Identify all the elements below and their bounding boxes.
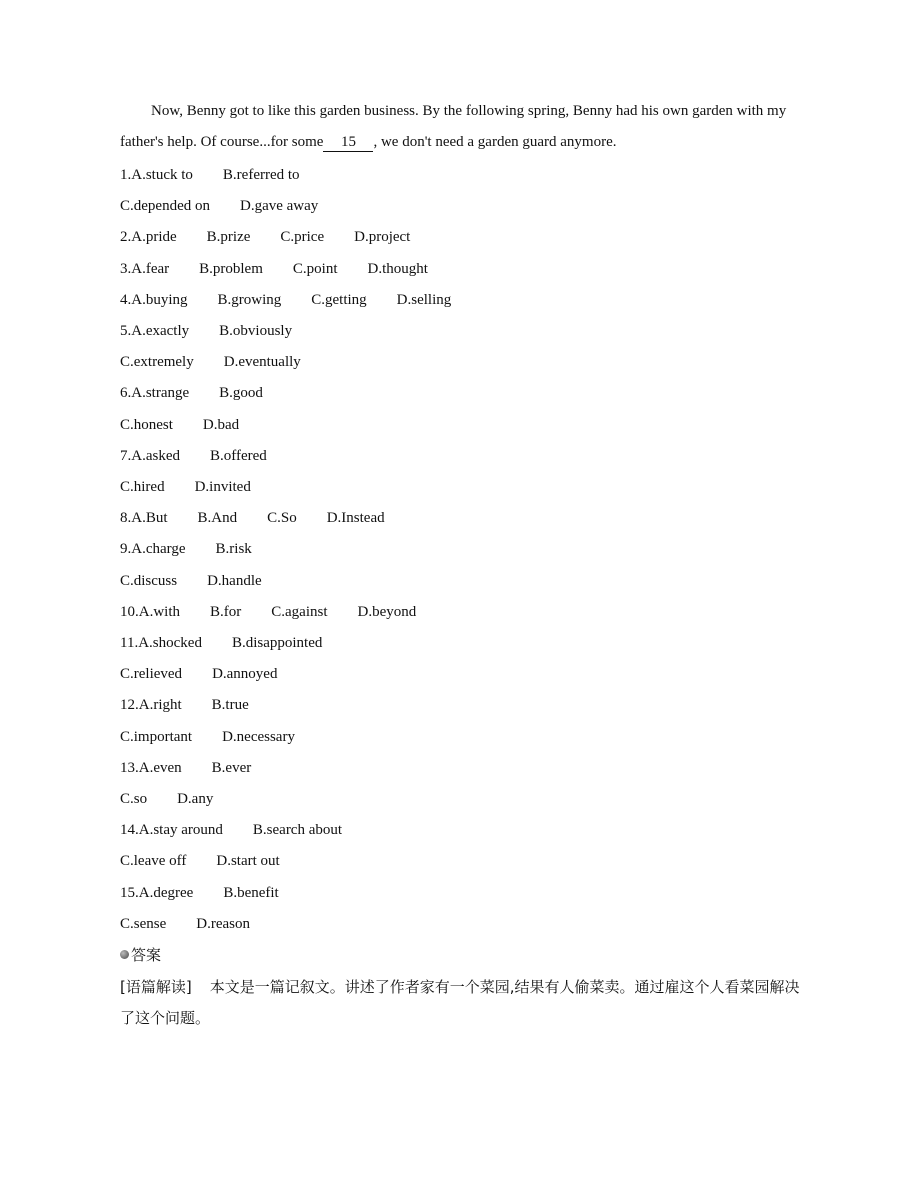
option-a: A.asked [131,448,180,464]
question-number: 9. [120,541,132,557]
question-number: 5. [120,323,132,339]
question-number: 2. [120,229,132,245]
question-number: 10. [120,604,139,620]
question-9-line-1 [120,537,252,561]
question-4-line-1 [120,288,451,312]
option-d: D.beyond [357,604,417,620]
option-b: B.ever [211,760,252,776]
question-1-line-2 [120,194,318,218]
question-number: 13. [120,760,139,776]
passage-text-after: , we don't need a garden guard anymore. [373,134,617,150]
option-a: A.strange [131,385,190,401]
question-5-line-1 [120,319,292,343]
option-a: A.fear [131,261,170,277]
option-c: C.so [120,791,148,807]
option-b: B.disappointed [231,635,323,651]
question-9-line-2 [120,569,262,593]
question-2-line-1 [120,225,410,249]
option-c: C.leave off [120,853,187,869]
question-7-line-1 [120,444,267,468]
option-b: B.obviously [219,323,293,339]
option-b: B.true [211,697,249,713]
option-a: A.charge [131,541,186,557]
question-number: 8. [120,510,132,526]
question-14-line-1 [120,818,342,842]
question-number: 3. [120,261,132,277]
option-b: B.for [210,604,242,620]
analysis-paragraph [120,972,800,1034]
question-number: 14. [120,822,139,838]
question-13-line-2 [120,787,213,811]
question-number: 4. [120,292,132,308]
option-b: B.And [197,510,238,526]
question-15-line-1 [120,881,279,905]
option-d: D.gave away [239,198,319,214]
question-12-line-2 [120,725,295,749]
option-d: D.selling [396,292,452,308]
question-number: 15. [120,885,139,901]
option-d: D.start out [216,853,280,869]
option-c: C.hired [120,479,165,495]
option-d: D.eventually [223,354,301,370]
option-b: B.benefit [223,885,279,901]
option-c: C.So [267,510,297,526]
answer-heading-label: 答案 [131,946,162,964]
option-c: C.depended on [120,198,210,214]
question-number: 6. [120,385,132,401]
option-a: A.degree [138,885,194,901]
question-13-line-1 [120,756,251,780]
option-c: C.relieved [120,666,183,682]
option-b: B.search about [252,822,343,838]
question-10-line-1 [120,600,416,624]
option-b: B.good [219,385,263,401]
question-11-line-2 [120,662,277,686]
option-c: C.sense [120,916,167,932]
option-b: B.prize [206,229,251,245]
answer-heading [120,943,161,967]
option-d: D.handle [207,573,262,589]
option-c: C.discuss [120,573,178,589]
option-a: A.But [131,510,168,526]
question-7-line-2 [120,475,251,499]
option-c: C.point [292,261,338,277]
option-d: D.invited [194,479,251,495]
blank-15: 15 [323,133,373,152]
option-b: B.risk [215,541,252,557]
question-number: 7. [120,448,132,464]
question-1-line-1 [120,163,300,187]
option-c: C.honest [120,417,173,433]
analysis-text: 本文是一篇记叙文。讲述了作者家有一个菜园,结果有人偷菜卖。通过雇这个人看菜园解决了这个问题。 [120,978,800,1027]
analysis-tag: [语篇解读] [120,978,192,996]
question-15-line-2 [120,912,250,936]
question-14-line-2 [120,849,280,873]
option-d: D.Instead [326,510,385,526]
option-a: A.buying [131,292,188,308]
option-d: D.reason [196,916,250,932]
option-c: C.against [271,604,328,620]
passage-paragraph [120,96,800,158]
option-a: A.pride [131,229,177,245]
option-a: A.exactly [131,323,190,339]
question-6-line-1 [120,381,263,405]
option-d: D.annoyed [212,666,278,682]
option-c: C.important [120,729,193,745]
option-a: A.right [138,697,182,713]
option-c: C.extremely [120,354,194,370]
question-3-line-1 [120,257,428,281]
question-8-line-1 [120,506,385,530]
option-b: B.problem [199,261,263,277]
option-a: A.shocked [138,635,202,651]
question-number: 12. [120,697,139,713]
option-a: A.even [138,760,182,776]
question-5-line-2 [120,350,301,374]
option-a: A.stay around [138,822,223,838]
option-d: D.project [354,229,411,245]
option-a: A.with [138,604,180,620]
question-6-line-2 [120,413,239,437]
option-b: B.offered [210,448,267,464]
question-12-line-1 [120,693,249,717]
passage-text-before: Now, Benny got to like this garden business. By the following spring, Benny had his own garden with my father's help. Of course...for some [120,103,787,150]
option-d: D.necessary [222,729,295,745]
question-number: 11. [120,635,139,651]
option-b: B.growing [217,292,282,308]
option-d: D.bad [202,417,240,433]
question-11-line-1 [120,631,322,655]
answer-bullet-icon [120,950,129,959]
option-c: C.getting [311,292,367,308]
option-d: D.thought [367,261,428,277]
question-number: 1. [120,167,132,183]
option-b: B.referred to [222,167,300,183]
option-d: D.any [177,791,214,807]
option-a: A.stuck to [131,167,193,183]
option-c: C.price [280,229,325,245]
